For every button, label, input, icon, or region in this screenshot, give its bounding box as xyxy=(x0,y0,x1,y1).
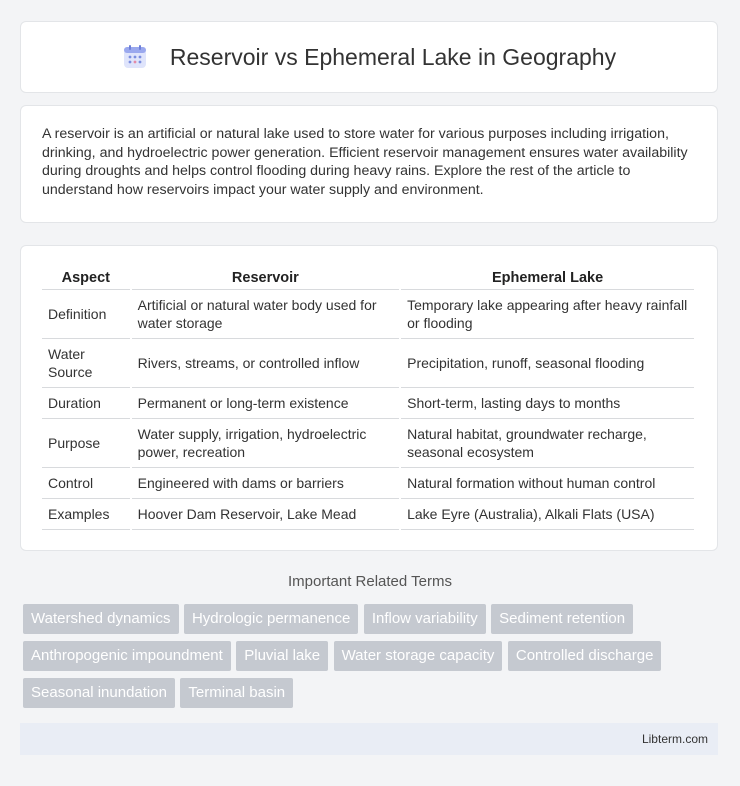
related-term-tag[interactable]: Water storage capacity xyxy=(334,641,503,671)
cell-aspect: Examples xyxy=(42,499,130,530)
related-term-tag[interactable]: Inflow variability xyxy=(364,604,486,634)
related-terms-heading: Important Related Terms xyxy=(288,573,452,590)
related-term-tag[interactable]: Terminal basin xyxy=(180,678,293,708)
cell-ephemeral-lake: Short-term, lasting days to months xyxy=(401,388,694,419)
cell-reservoir: Rivers, streams, or controlled inflow xyxy=(132,339,399,388)
intro-card xyxy=(20,105,718,223)
column-header-ephemeral-lake: Ephemeral Lake xyxy=(401,267,694,290)
table-row xyxy=(42,339,694,388)
comparison-table xyxy=(40,267,696,530)
cell-aspect: Purpose xyxy=(42,419,130,468)
cell-ephemeral-lake: Natural habitat, groundwater recharge, seasonal ecosystem xyxy=(401,419,694,468)
cell-aspect: Definition xyxy=(42,290,130,339)
related-term-tag[interactable]: Pluvial lake xyxy=(236,641,328,671)
related-term-tag[interactable]: Controlled discharge xyxy=(508,641,662,671)
cell-reservoir: Permanent or long-term existence xyxy=(132,388,399,419)
cell-reservoir: Engineered with dams or barriers xyxy=(132,468,399,499)
cell-aspect: Duration xyxy=(42,388,130,419)
cell-reservoir: Water supply, irrigation, hydroelectric power, recreation xyxy=(132,419,399,468)
header-card xyxy=(20,21,718,93)
cell-reservoir: Artificial or natural water body used for water storage xyxy=(132,290,399,339)
comparison-table-card xyxy=(20,245,718,551)
cell-aspect: Water Source xyxy=(42,339,130,388)
table-row xyxy=(42,388,694,419)
related-term-tag[interactable]: Hydrologic permanence xyxy=(184,604,358,634)
table-row xyxy=(42,419,694,468)
table-row xyxy=(42,290,694,339)
column-header-reservoir: Reservoir xyxy=(132,267,399,290)
related-terms-list xyxy=(23,604,723,715)
cell-reservoir: Hoover Dam Reservoir, Lake Mead xyxy=(132,499,399,530)
table-row xyxy=(42,499,694,530)
related-term-tag[interactable]: Seasonal inundation xyxy=(23,678,175,708)
table-row xyxy=(42,468,694,499)
page-title: Reservoir vs Ephemeral Lake in Geography xyxy=(169,43,617,70)
cell-ephemeral-lake: Natural formation without human control xyxy=(401,468,694,499)
table-header-row xyxy=(42,267,694,290)
related-term-tag[interactable]: Anthropogenic impoundment xyxy=(23,641,231,671)
column-header-aspect: Aspect xyxy=(42,267,130,290)
footer-site-link[interactable]: Libterm.com xyxy=(641,732,708,746)
related-term-tag[interactable]: Sediment retention xyxy=(491,604,633,634)
intro-paragraph: A reservoir is an artificial or natural lake used to store water for various purposes including irrigation, drinking, and hydroelectric power generation. Efficient reservoir management ensures water availability during droughts and helps control flooding during heavy rains. Explore the rest of the article to understand how reservoirs impact your water supply and environment. xyxy=(42,126,688,198)
calendar-grid-icon xyxy=(122,44,148,70)
cell-ephemeral-lake: Precipitation, runoff, seasonal flooding xyxy=(401,339,694,388)
cell-ephemeral-lake: Lake Eyre (Australia), Alkali Flats (USA) xyxy=(401,499,694,530)
footer xyxy=(20,723,718,755)
cell-aspect: Control xyxy=(42,468,130,499)
cell-ephemeral-lake: Temporary lake appearing after heavy rainfall or flooding xyxy=(401,290,694,339)
related-term-tag[interactable]: Watershed dynamics xyxy=(23,604,179,634)
